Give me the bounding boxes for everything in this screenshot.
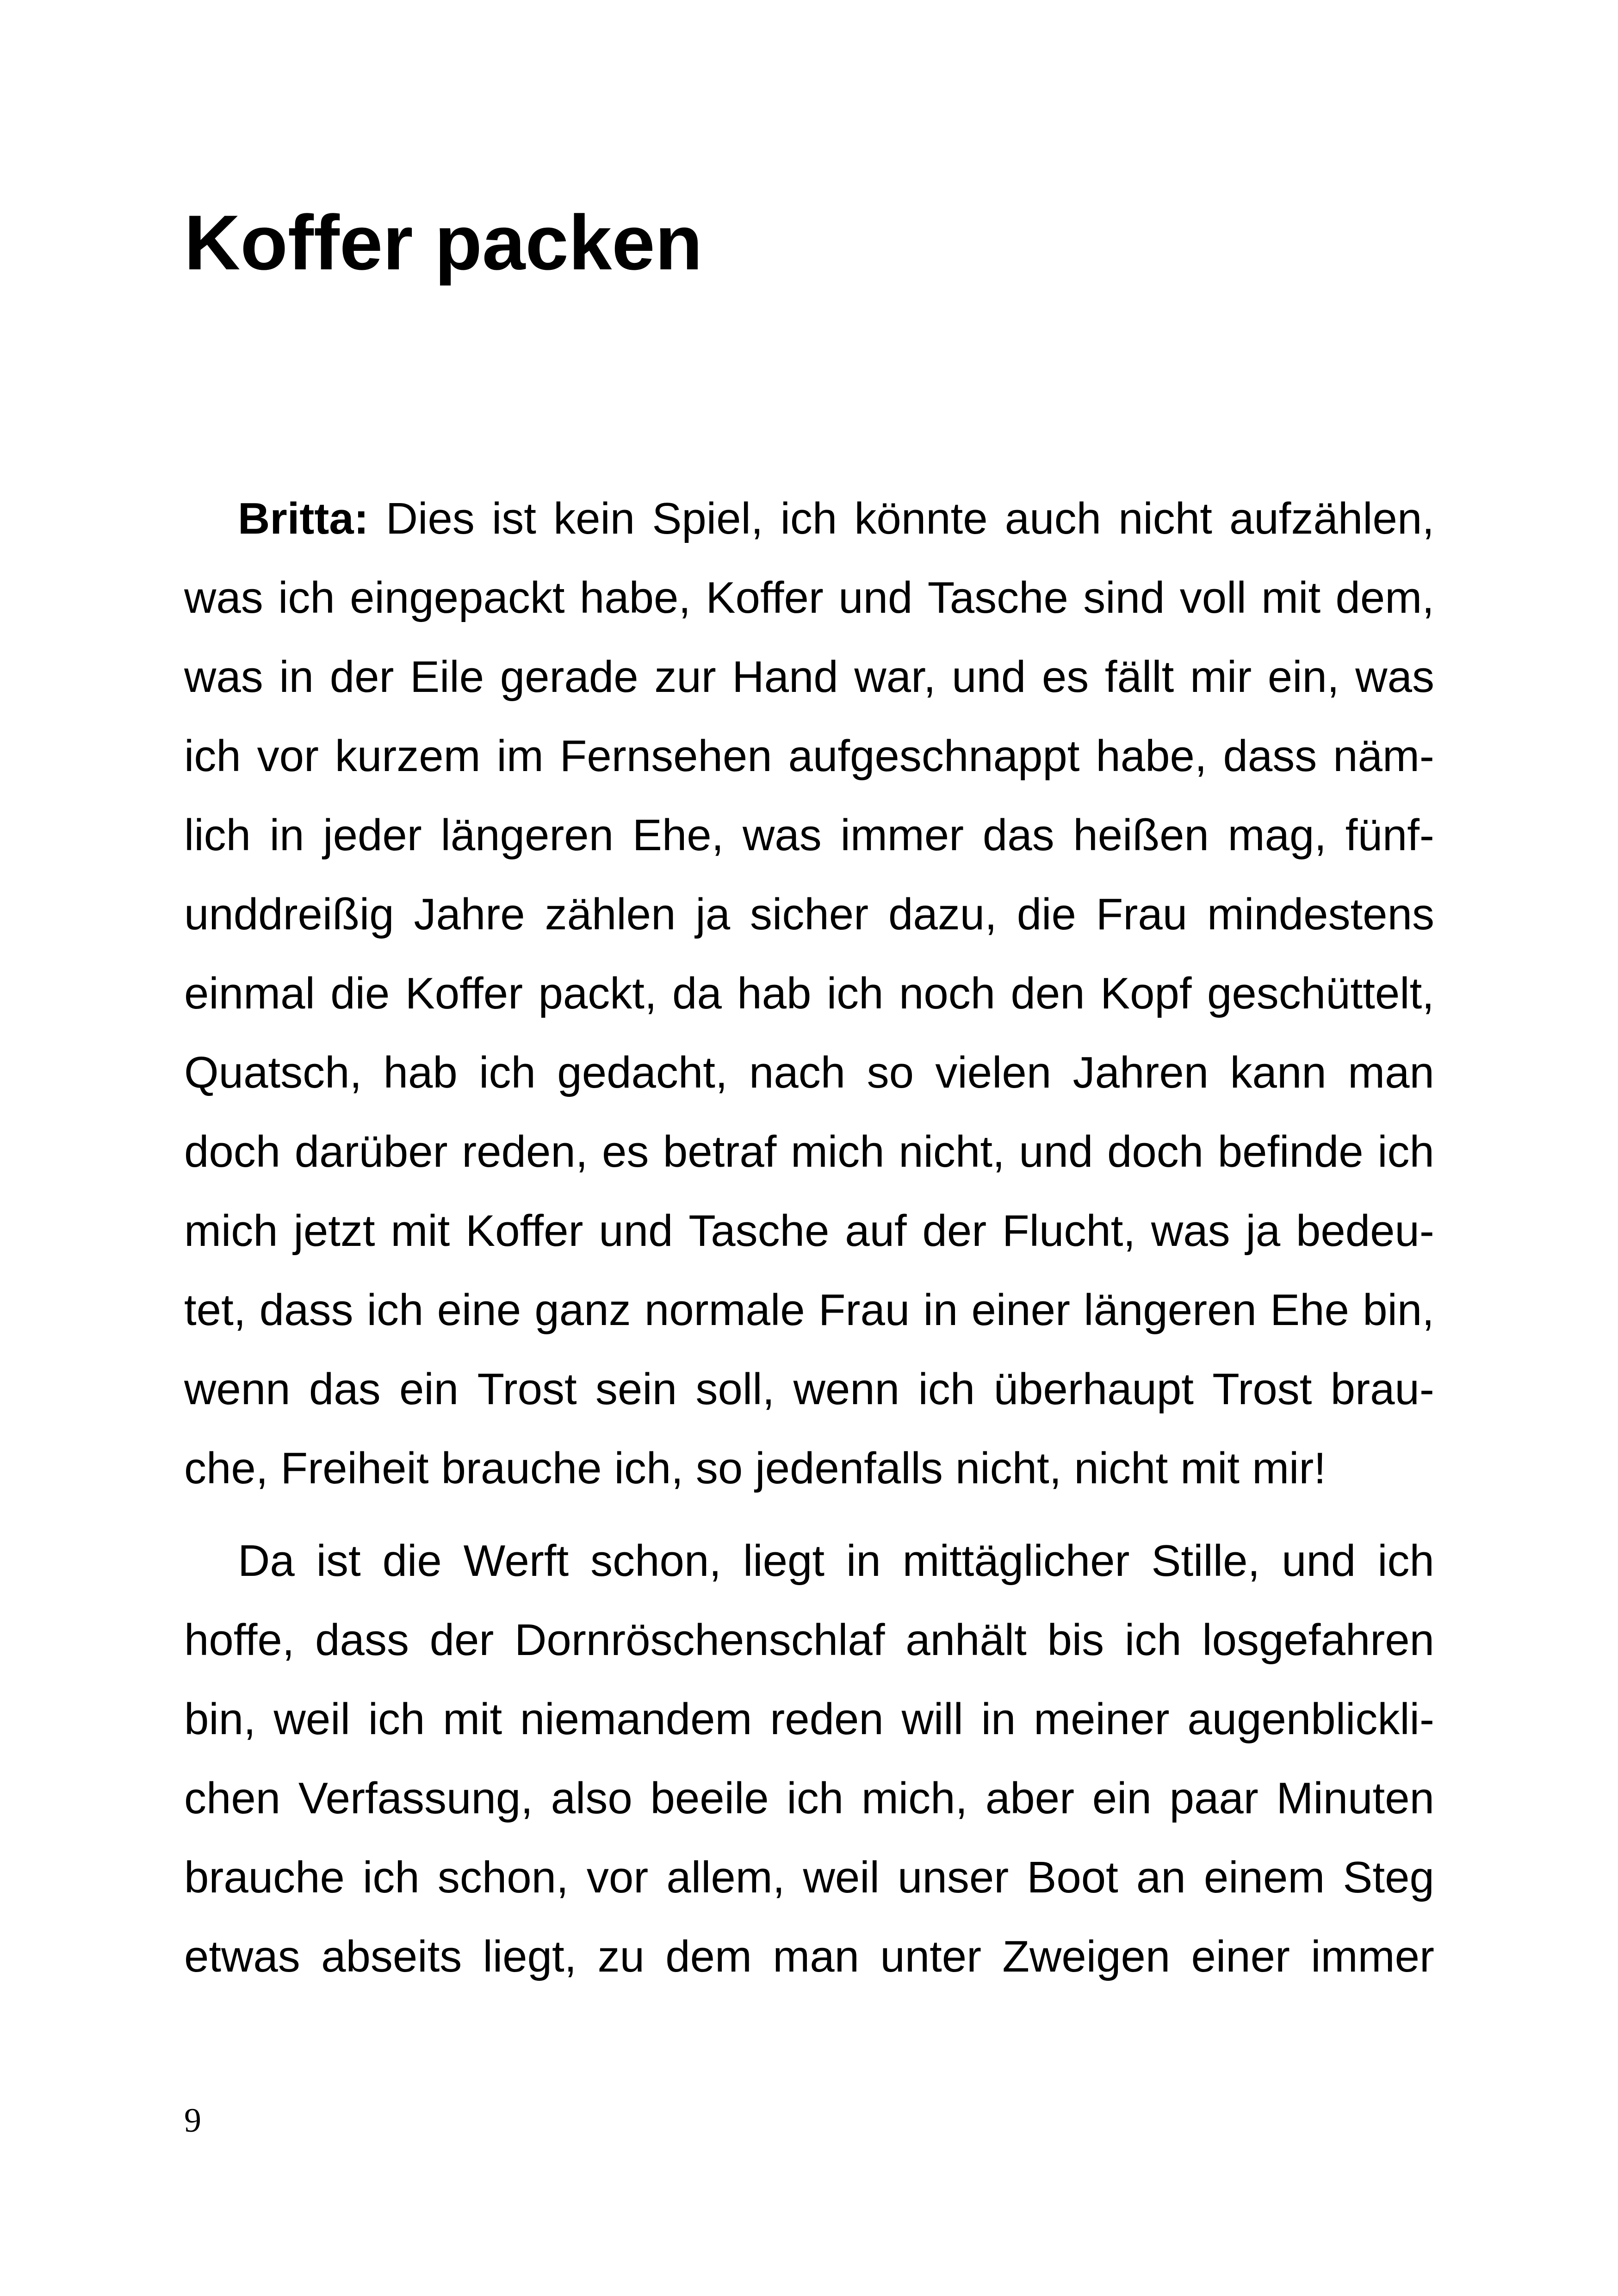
word: darüber bbox=[294, 1127, 448, 1176]
word: chen bbox=[184, 1773, 281, 1823]
word: auch bbox=[1004, 494, 1101, 543]
word: doch bbox=[184, 1127, 281, 1176]
word: Boot bbox=[1027, 1853, 1118, 1902]
text-line bbox=[184, 716, 1434, 796]
word: ich bbox=[787, 1773, 844, 1823]
word: Stille, bbox=[1151, 1536, 1260, 1586]
word: normale bbox=[644, 1285, 805, 1335]
word: Koffer bbox=[465, 1206, 583, 1256]
word: ist bbox=[491, 494, 536, 543]
word: reden bbox=[770, 1694, 884, 1744]
word: gedacht, bbox=[557, 1048, 728, 1097]
word: wenn bbox=[793, 1364, 900, 1414]
text-line bbox=[184, 1429, 1434, 1508]
word: hab bbox=[737, 969, 812, 1018]
word: es bbox=[601, 1127, 649, 1176]
word: ich bbox=[780, 494, 837, 543]
word: man bbox=[773, 1932, 860, 1981]
word: fünf- bbox=[1345, 810, 1434, 860]
word: jetzt bbox=[293, 1206, 375, 1256]
word: kein bbox=[553, 494, 635, 543]
word: abseits bbox=[321, 1932, 462, 1981]
word: gerade bbox=[500, 652, 639, 702]
word: Spiel, bbox=[652, 494, 763, 543]
word: eine bbox=[437, 1285, 521, 1335]
word: aber bbox=[985, 1773, 1075, 1823]
word: Eile bbox=[410, 652, 484, 702]
word: aufzählen, bbox=[1229, 494, 1434, 543]
word: ich bbox=[366, 1285, 424, 1335]
word: Steg bbox=[1343, 1853, 1434, 1902]
word: brauche bbox=[184, 1853, 345, 1902]
word: ich, bbox=[614, 1444, 683, 1493]
word: vor bbox=[586, 1853, 649, 1902]
word: näm- bbox=[1333, 731, 1434, 781]
word: Kopf bbox=[1100, 969, 1192, 1018]
word: ich bbox=[184, 731, 241, 781]
word: bin, bbox=[184, 1694, 256, 1744]
word: aufgeschnappt bbox=[788, 731, 1080, 781]
word: Dornröschenschlaf bbox=[515, 1615, 885, 1665]
word: ja bbox=[695, 890, 731, 939]
word: Dies bbox=[385, 494, 475, 543]
word: Ehe bbox=[1270, 1285, 1349, 1335]
word: unter bbox=[880, 1932, 982, 1981]
word: Minuten bbox=[1276, 1773, 1434, 1823]
word: Quatsch, bbox=[184, 1048, 362, 1097]
word: brau- bbox=[1330, 1364, 1434, 1414]
word: in bbox=[279, 652, 314, 702]
word: Koffer bbox=[706, 573, 824, 622]
word: ich bbox=[368, 1694, 425, 1744]
text-line bbox=[184, 875, 1434, 954]
word: niemandem bbox=[520, 1694, 752, 1744]
word: ein, bbox=[1267, 652, 1339, 702]
word: in bbox=[923, 1285, 958, 1335]
word: wenn bbox=[184, 1364, 291, 1414]
word: Fernsehen bbox=[559, 731, 772, 781]
word: mich bbox=[184, 1206, 278, 1256]
text-line bbox=[184, 479, 1434, 558]
word: mit bbox=[443, 1694, 502, 1744]
text-line bbox=[184, 1112, 1434, 1191]
word: Trost bbox=[1212, 1364, 1312, 1414]
word: betraf bbox=[663, 1127, 777, 1176]
word: packt, bbox=[538, 969, 657, 1018]
word: nach bbox=[749, 1048, 846, 1097]
word: und bbox=[1019, 1127, 1093, 1176]
text-line bbox=[184, 1600, 1434, 1680]
word: Werft bbox=[463, 1536, 569, 1586]
word: im bbox=[496, 731, 544, 781]
word: an bbox=[1136, 1853, 1186, 1902]
word: der bbox=[922, 1206, 987, 1256]
word: ganz bbox=[534, 1285, 631, 1335]
word: das bbox=[309, 1364, 381, 1414]
word: einem bbox=[1203, 1853, 1325, 1902]
word: was bbox=[184, 652, 263, 702]
word: nicht bbox=[1118, 494, 1212, 543]
word: unddreißig bbox=[184, 890, 394, 939]
word: allem, bbox=[666, 1853, 785, 1902]
word: liegt, bbox=[483, 1932, 577, 1981]
word: beeile bbox=[650, 1773, 769, 1823]
word: Jahre bbox=[414, 890, 525, 939]
word: einer bbox=[971, 1285, 1070, 1335]
word: mich, bbox=[861, 1773, 968, 1823]
word: fällt bbox=[1104, 652, 1174, 702]
word: ich bbox=[826, 969, 884, 1018]
text-line bbox=[184, 1191, 1434, 1270]
word: der bbox=[429, 1615, 494, 1665]
word: ich bbox=[363, 1853, 420, 1902]
word: soll, bbox=[695, 1364, 775, 1414]
page-number: 9 bbox=[184, 2102, 201, 2140]
word: losgefahren bbox=[1202, 1615, 1434, 1665]
word: hoffe, bbox=[184, 1615, 295, 1665]
word: weil bbox=[273, 1694, 350, 1744]
word: überhaupt bbox=[993, 1364, 1194, 1414]
word: Frau bbox=[818, 1285, 910, 1335]
word: man bbox=[1348, 1048, 1434, 1097]
text-line bbox=[184, 558, 1434, 637]
text-line bbox=[184, 1680, 1434, 1759]
word: mir bbox=[1190, 652, 1252, 702]
word: ich bbox=[479, 1048, 536, 1097]
word: sein bbox=[595, 1364, 677, 1414]
word: anhält bbox=[905, 1615, 1027, 1665]
word: immer bbox=[1311, 1932, 1434, 1981]
word: war, bbox=[854, 652, 936, 702]
text-line bbox=[184, 796, 1434, 875]
body-text bbox=[184, 479, 1434, 1996]
word: Tasche bbox=[927, 573, 1068, 622]
word: was bbox=[1151, 1206, 1230, 1256]
word: liegt bbox=[743, 1536, 825, 1586]
word: Verfassung, bbox=[298, 1773, 533, 1823]
word: bis bbox=[1047, 1615, 1104, 1665]
word: ich bbox=[278, 573, 335, 622]
word: und bbox=[952, 652, 1026, 702]
word: dem bbox=[665, 1932, 752, 1981]
word: in bbox=[269, 810, 304, 860]
word: den bbox=[1010, 969, 1085, 1018]
word: Flucht, bbox=[1002, 1206, 1136, 1256]
speaker-name: Britta: bbox=[238, 494, 369, 543]
word: was bbox=[184, 573, 263, 622]
word: augenblickli- bbox=[1187, 1694, 1434, 1744]
word: was bbox=[743, 810, 822, 860]
chapter-title: Koffer packen bbox=[184, 199, 703, 286]
word: ich bbox=[1377, 1127, 1434, 1176]
word: Trost bbox=[477, 1364, 577, 1414]
text-line bbox=[184, 1350, 1434, 1429]
word: die bbox=[1017, 890, 1076, 939]
word: doch bbox=[1107, 1127, 1204, 1176]
word: längeren bbox=[440, 810, 614, 860]
word: hab bbox=[383, 1048, 458, 1097]
word: da bbox=[672, 969, 722, 1018]
word: habe, bbox=[1096, 731, 1207, 781]
word: könnte bbox=[854, 494, 988, 543]
word: zur bbox=[654, 652, 716, 702]
word: ist bbox=[316, 1536, 361, 1586]
word: was bbox=[1355, 652, 1434, 702]
word: Freiheit bbox=[280, 1444, 429, 1493]
word: mit bbox=[391, 1206, 450, 1256]
word: Tasche bbox=[688, 1206, 830, 1256]
word: voll bbox=[1179, 573, 1246, 622]
text-line bbox=[184, 1521, 1434, 1600]
word: und bbox=[838, 573, 913, 622]
word: will bbox=[901, 1694, 963, 1744]
word: bedeu- bbox=[1296, 1206, 1434, 1256]
word: ich bbox=[1124, 1615, 1182, 1665]
word: reden, bbox=[462, 1127, 588, 1176]
word: kann bbox=[1230, 1048, 1327, 1097]
word: Hand bbox=[732, 652, 838, 702]
word: Koffer bbox=[405, 969, 523, 1018]
word: meiner bbox=[1034, 1694, 1170, 1744]
paragraph-gap bbox=[184, 1508, 1434, 1521]
word: dazu, bbox=[888, 890, 997, 939]
word: lich bbox=[184, 810, 251, 860]
word: Jahren bbox=[1072, 1048, 1209, 1097]
word: eingepackt bbox=[350, 573, 565, 622]
word: brauche bbox=[441, 1444, 602, 1493]
word: Frau bbox=[1096, 890, 1188, 939]
text-line bbox=[184, 954, 1434, 1033]
word: jeder bbox=[323, 810, 422, 860]
word: che, bbox=[184, 1444, 268, 1493]
word: mit bbox=[1180, 1444, 1240, 1493]
word: Zweigen bbox=[1002, 1932, 1171, 1981]
word: kurzem bbox=[335, 731, 481, 781]
word: jedenfalls bbox=[755, 1444, 943, 1493]
word: in bbox=[981, 1694, 1016, 1744]
text-line bbox=[184, 1033, 1434, 1112]
word: also bbox=[551, 1773, 632, 1823]
word: das bbox=[982, 810, 1054, 860]
word: bin, bbox=[1363, 1285, 1434, 1335]
word: mag, bbox=[1227, 810, 1327, 860]
word: noch bbox=[899, 969, 996, 1018]
word: mir! bbox=[1252, 1444, 1327, 1493]
word: so bbox=[867, 1048, 914, 1097]
text-line bbox=[184, 1838, 1434, 1917]
word: mit bbox=[1261, 573, 1321, 622]
word: nicht bbox=[1074, 1444, 1168, 1493]
word: einmal bbox=[184, 969, 315, 1018]
word: sind bbox=[1083, 573, 1165, 622]
word: habe, bbox=[579, 573, 691, 622]
paragraph bbox=[184, 479, 1434, 1508]
word: nicht, bbox=[955, 1444, 1062, 1493]
word: die bbox=[382, 1536, 442, 1586]
word: heißen bbox=[1073, 810, 1209, 860]
word: zählen bbox=[545, 890, 676, 939]
word: längeren bbox=[1084, 1285, 1257, 1335]
word: dass bbox=[1223, 731, 1317, 781]
word: paar bbox=[1169, 1773, 1258, 1823]
word: schon, bbox=[437, 1853, 569, 1902]
word: dass bbox=[315, 1615, 409, 1665]
word: unser bbox=[898, 1853, 1009, 1902]
word: einer bbox=[1191, 1932, 1290, 1981]
word: dass bbox=[259, 1285, 353, 1335]
text-line bbox=[184, 1270, 1434, 1350]
word: mindestens bbox=[1207, 890, 1434, 939]
word: etwas bbox=[184, 1932, 300, 1981]
word: weil bbox=[803, 1853, 880, 1902]
word: mittäglicher bbox=[902, 1536, 1130, 1586]
word: so bbox=[695, 1444, 743, 1493]
word: zu bbox=[597, 1932, 645, 1981]
word: befinde bbox=[1217, 1127, 1364, 1176]
word: immer bbox=[840, 810, 964, 860]
word: der bbox=[329, 652, 394, 702]
word: schon, bbox=[590, 1536, 721, 1586]
word: ein bbox=[399, 1364, 459, 1414]
text-line bbox=[184, 637, 1434, 716]
word: ja bbox=[1246, 1206, 1281, 1256]
word: und bbox=[599, 1206, 673, 1256]
word: mich bbox=[790, 1127, 885, 1176]
word: auf bbox=[845, 1206, 907, 1256]
word: ein bbox=[1092, 1773, 1152, 1823]
word: dem, bbox=[1335, 573, 1434, 622]
word: und bbox=[1282, 1536, 1356, 1586]
word: tet, bbox=[184, 1285, 246, 1335]
text-line bbox=[184, 1917, 1434, 1996]
word: Da bbox=[238, 1536, 295, 1586]
text-line bbox=[184, 1759, 1434, 1838]
word: vielen bbox=[935, 1048, 1052, 1097]
word: sicher bbox=[750, 890, 869, 939]
word: vor bbox=[257, 731, 319, 781]
paragraph bbox=[184, 1521, 1434, 1996]
word: in bbox=[846, 1536, 881, 1586]
word: Ehe, bbox=[632, 810, 724, 860]
word: geschüttelt, bbox=[1207, 969, 1434, 1018]
word: nicht, bbox=[899, 1127, 1005, 1176]
word: es bbox=[1041, 652, 1089, 702]
word: ich bbox=[1377, 1536, 1434, 1586]
word: ich bbox=[918, 1364, 975, 1414]
word: die bbox=[330, 969, 390, 1018]
